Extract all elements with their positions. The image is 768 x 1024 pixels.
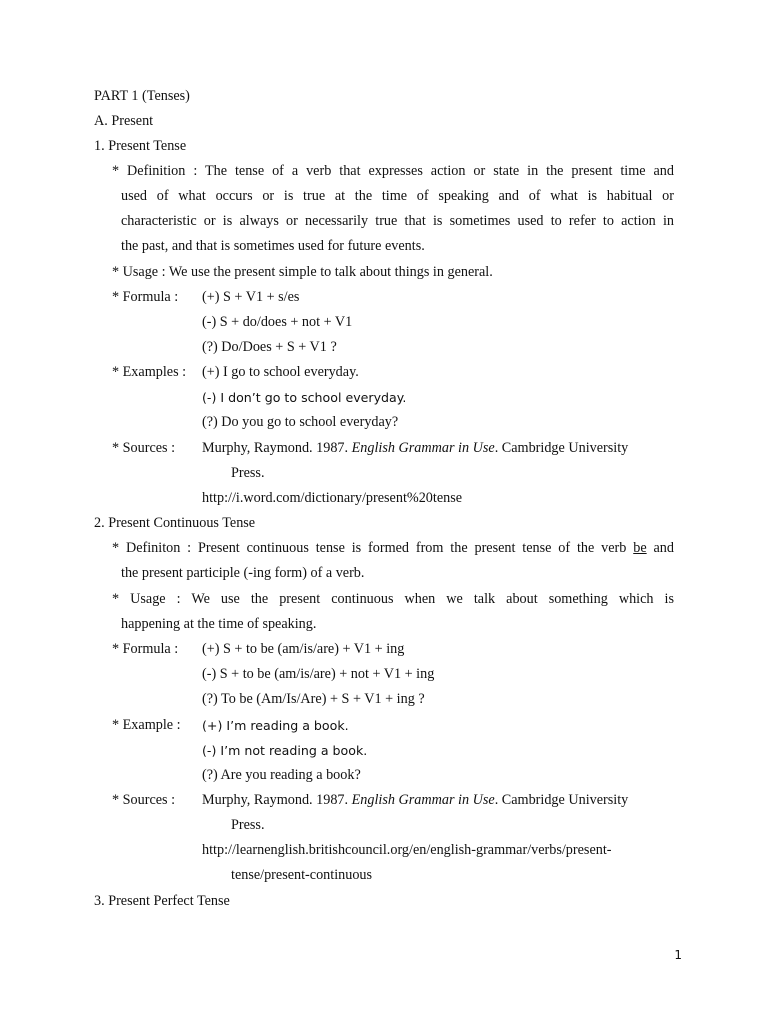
present-continuous-formula-negative: (-) S + to be (am/is/are) + not + V1 + ing (202, 666, 435, 682)
present-tense-definition-line-2: used of what occurs or is true at the time of speaking and of what is habitual or (121, 188, 674, 204)
source-publisher: . Cambridge University (494, 792, 629, 808)
present-continuous-formula-question: (?) To be (Am/Is/Are) + S + V1 + ing ? (202, 691, 425, 707)
present-continuous-usage-line-2: happening at the time of speaking. (121, 616, 317, 632)
present-perfect-title: 3. Present Perfect Tense (94, 893, 230, 909)
present-continuous-example-question: (?) Are you reading a book? (202, 767, 361, 783)
source-author: Murphy, Raymond. 1987. (202, 440, 352, 456)
present-continuous-example-positive: (+) I’m reading a book. (202, 718, 349, 733)
definition-text: * Definiton : Present continuous tense is formed from the present tense of the verb (112, 540, 634, 556)
present-continuous-title: 2. Present Continuous Tense (94, 515, 256, 531)
present-tense-formula-positive: (+) S + V1 + s/es (202, 289, 300, 305)
present-tense-example-negative: (-) I don’t go to school everyday. (202, 390, 407, 405)
present-tense-formula-label: * Formula : (112, 289, 179, 305)
present-tense-source-citation (202, 436, 628, 461)
present-tense-definition-line-3: characteristic or is always or necessarily true that is sometimes used to refer to action in (121, 213, 674, 229)
source-author: Murphy, Raymond. 1987. (202, 792, 352, 808)
source-book-title: English Grammar in Use (351, 440, 495, 456)
present-tense-source-press: Press. (231, 465, 265, 481)
present-continuous-source-citation (202, 788, 628, 813)
present-continuous-formula-label: * Formula : (112, 641, 179, 657)
present-continuous-definition-line-1 (112, 536, 674, 561)
present-tense-examples-label: * Examples : (112, 364, 187, 380)
present-continuous-usage-line-1: * Usage : We use the present continuous when we talk about something which is (112, 591, 674, 607)
present-tense-sources-label: * Sources : (112, 440, 176, 456)
present-tense-source-url[interactable]: http://i.word.com/dictionary/present%20tense (202, 490, 463, 506)
source-publisher: . Cambridge University (494, 440, 629, 456)
present-tense-example-question: (?) Do you go to school everyday? (202, 414, 399, 430)
present-tense-definition-line-4: the past, and that is sometimes used for future events. (121, 238, 425, 254)
present-tense-formula-question: (?) Do/Does + S + V1 ? (202, 339, 337, 355)
present-continuous-sources-label: * Sources : (112, 792, 176, 808)
present-continuous-source-url-line-2[interactable]: tense/present-continuous (231, 867, 373, 883)
present-continuous-source-press: Press. (231, 817, 265, 833)
page-number: 1 (674, 948, 682, 962)
present-continuous-definition-line-2: the present participle (-ing form) of a verb. (121, 565, 365, 581)
present-tense-formula-negative: (-) S + do/does + not + V1 (202, 314, 353, 330)
present-tense-title: 1. Present Tense (94, 138, 187, 154)
present-continuous-example-negative: (-) I’m not reading a book. (202, 743, 368, 758)
definition-text-end: and (646, 540, 674, 556)
present-continuous-example-label: * Example : (112, 717, 181, 733)
part-heading: PART 1 (Tenses) (94, 88, 190, 104)
section-heading: A. Present (94, 113, 154, 129)
present-continuous-source-url-line-1[interactable]: http://learnenglish.britishcouncil.org/en/english-grammar/verbs/present- (202, 842, 612, 858)
present-tense-example-positive: (+) I go to school everyday. (202, 364, 359, 380)
present-tense-definition-line-1: * Definition : The tense of a verb that expresses action or state in the present time and (112, 163, 674, 179)
present-continuous-formula-positive: (+) S + to be (am/is/are) + V1 + ing (202, 641, 405, 657)
definition-verb-be: be (633, 540, 647, 556)
source-book-title: English Grammar in Use (351, 792, 495, 808)
present-tense-usage: * Usage : We use the present simple to talk about things in general. (112, 264, 493, 280)
